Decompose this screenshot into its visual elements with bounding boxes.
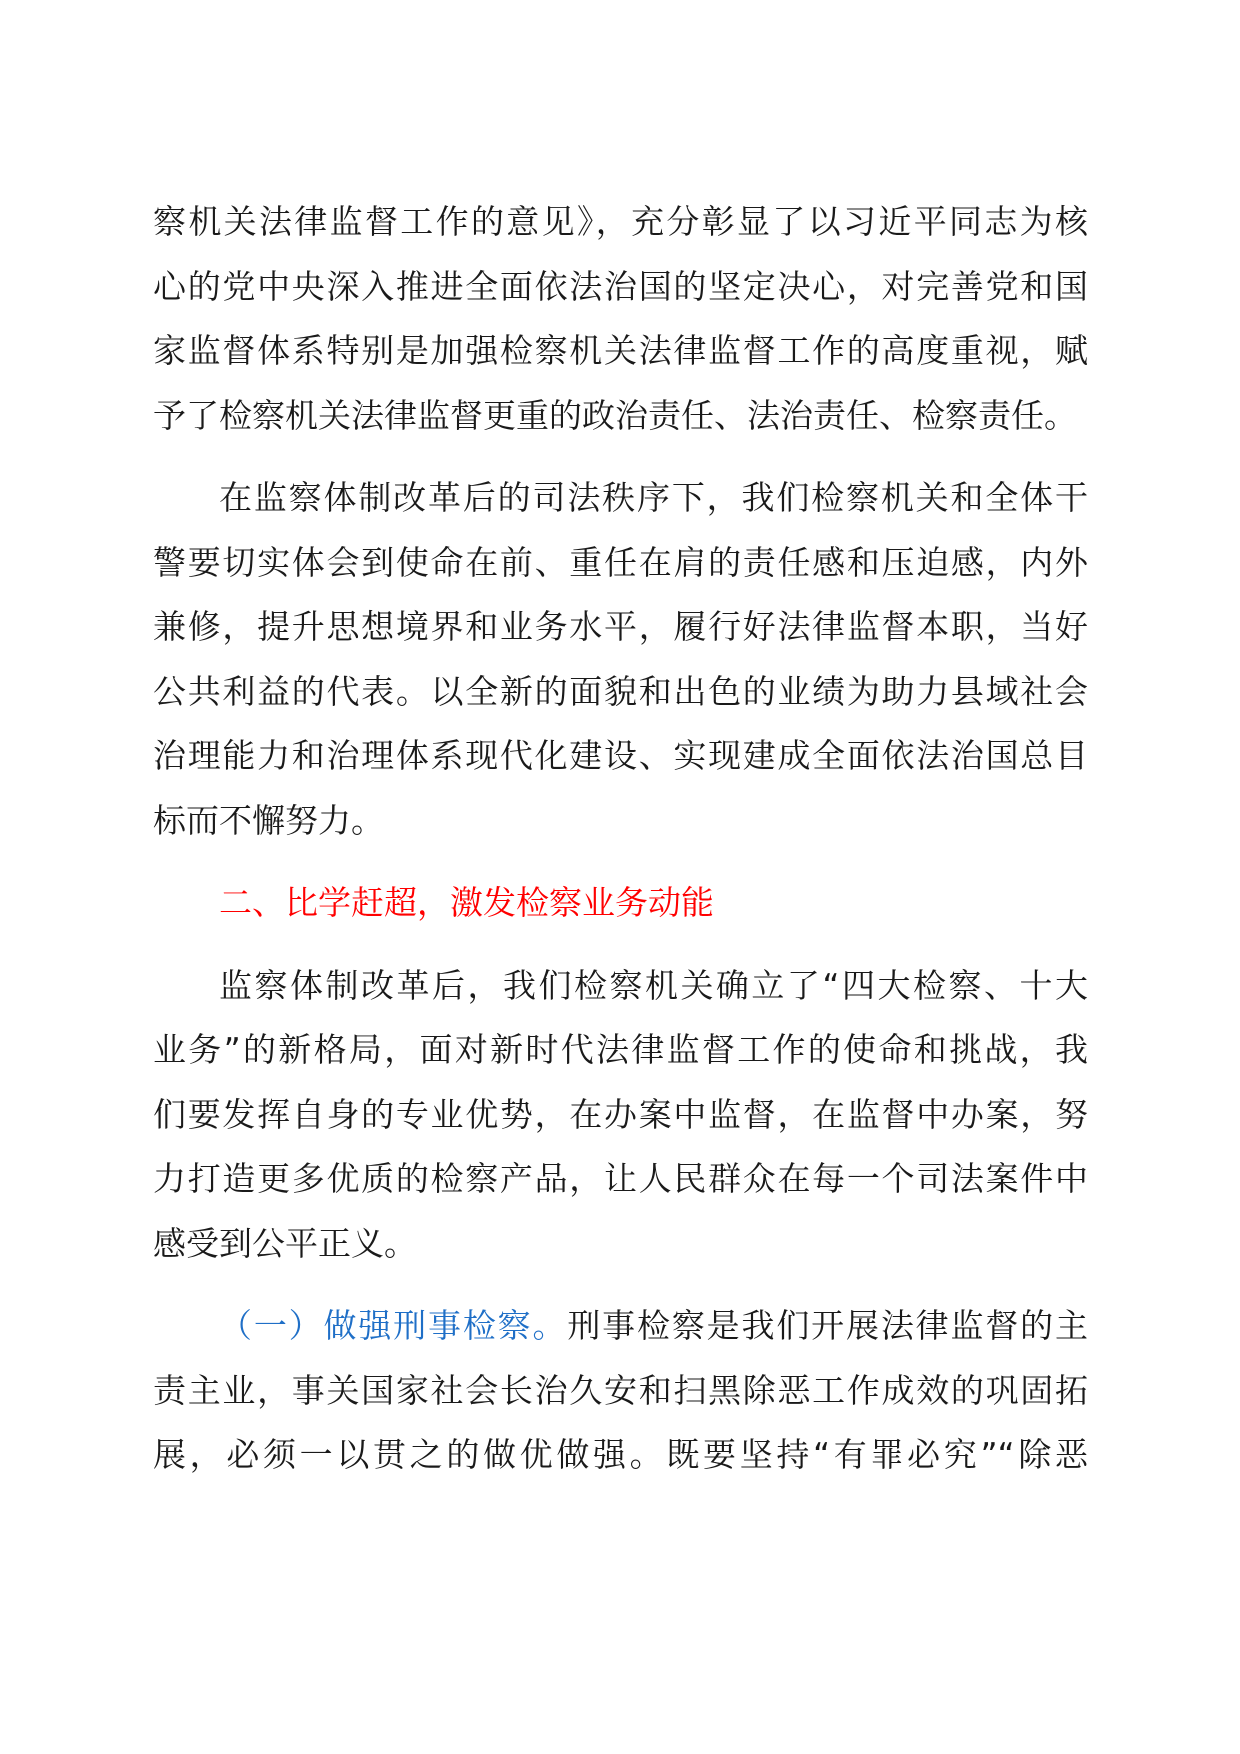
paragraph-line: 责主业，事关国家社会长治久安和扫黑除恶工作成效的巩固拓 [153, 1370, 1088, 1410]
section-heading: 二、比学赶超，激发检察业务动能 [219, 883, 714, 922]
paragraph-line: 公共利益的代表。以全新的面貌和出色的业绩为助力县域社会 [153, 671, 1088, 711]
paragraph-line: 感受到公平正义。 [153, 1223, 417, 1263]
paragraph-line: 察机关法律监督工作的意见》，充分彰显了以习近平同志为核 [153, 202, 1088, 241]
paragraph-line: 心的党中央深入推进全面依法治国的坚定决心，对完善党和国 [153, 266, 1088, 306]
paragraph-3 [153, 954, 1088, 1277]
paragraph-line: 予了检察机关法律监督更重的政治责任、法治责任、检察责任。 [153, 395, 1077, 435]
document-page [153, 190, 1088, 1488]
paragraph-line: 治理能力和治理体系现代化建设、实现建成全面依法治国总目 [153, 736, 1088, 775]
paragraph-line: 标而不懈努力。 [153, 800, 384, 840]
paragraph-text: 刑事检察是我们开展法律监督的主 [567, 1306, 1089, 1345]
paragraph-line: 家监督体系特别是加强检察机关法律监督工作的高度重视，赋 [153, 331, 1088, 370]
paragraph-line: 监察体制改革后，我们检察机关确立了“四大检察、十大 [219, 965, 1088, 1005]
paragraph-line: 警要切实体会到使命在前、重任在肩的责任感和压迫感，内外 [153, 542, 1088, 582]
paragraph-4 [153, 1294, 1088, 1488]
section-heading-2 [153, 871, 1088, 936]
paragraph-line: 展，必须一以贯之的做优做强。既要坚持“有罪必究”“除恶 [153, 1435, 1088, 1474]
paragraph-line [153, 1294, 1088, 1359]
paragraph-line: 兼修，提升思想境界和业务水平，履行好法律监督本职，当好 [153, 607, 1088, 646]
paragraph-2 [153, 466, 1088, 853]
paragraph-1 [153, 190, 1088, 448]
paragraph-line: 在监察体制改革后的司法秩序下，我们检察机关和全体干 [219, 478, 1088, 517]
subsection-heading: （一）做强刑事检察。 [219, 1306, 568, 1345]
paragraph-line: 们要发挥自身的专业优势，在办案中监督，在监督中办案，努 [153, 1094, 1088, 1134]
paragraph-line: 力打造更多优质的检察产品，让人民群众在每一个司法案件中 [153, 1159, 1088, 1198]
paragraph-line: 业务”的新格局，面对新时代法律监督工作的使命和挑战，我 [153, 1030, 1088, 1069]
